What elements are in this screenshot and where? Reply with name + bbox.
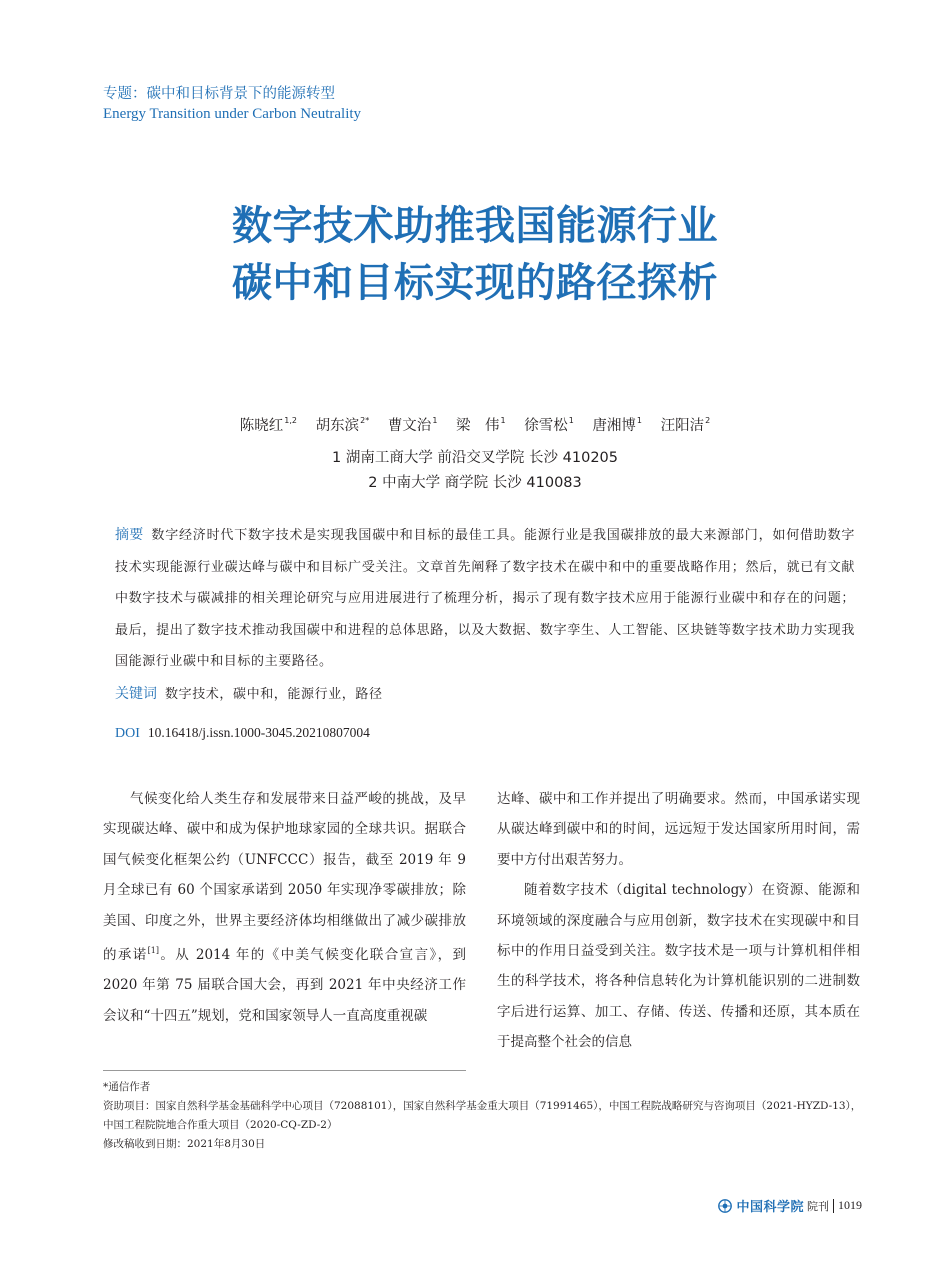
author: 汪阳洁$^2$	[660, 416, 711, 434]
topic-zh: 专题：碳中和目标背景下的能源转型	[103, 86, 335, 102]
keywords-label: 关键词	[115, 686, 157, 702]
footnote-divider	[103, 1070, 466, 1071]
abstract-text: 数字经济时代下数字技术是实现我国碳中和目标的最佳工具。能源行业是我国碳排放的最大来源部门，如何借助数字技术实现能源行业碳达峰与碳中和目标广受关注。文章首先阐释了数字技术在碳中和中的重要战略作用；然后，就已有文献中数字技术与碳减排的相关理论研究与应用进展进行了梳理分析，揭示了现有数字技术应用于能源行业碳中和存在的问题；最后，提出了数字技术推动我国碳中和进程的总体思路，以及大数据、数字孪生、人工智能、区块链等数字技术助力实现我国能源行业碳中和目标的主要路径。	[115, 528, 855, 669]
author-list	[0, 414, 950, 435]
abstract-label: 摘要	[115, 527, 144, 543]
page-footer	[718, 1196, 862, 1215]
citation-ref[interactable]: [1]	[147, 946, 160, 956]
author: 曹文治$^1$	[387, 416, 438, 434]
journal-label: 院刊	[807, 1199, 829, 1213]
author: 梁 伟$^1$	[456, 416, 506, 434]
author: 徐雪松$^1$	[524, 416, 574, 434]
author: 胡东滨$^{2*}$	[315, 416, 370, 434]
title-line-2: 碳中和目标实现的路径探析	[232, 260, 718, 306]
footnote-funding: 资助项目：国家自然科学基金基础科学中心项目（72088101），国家自然科学基金重大项目（71991465），中国工程院战略研究与咨询项目（2021-HYZD-13），中国工程院院地合作重大项目（2020-CQ-ZD-2）	[103, 1100, 862, 1131]
title-line-1: 数字技术助推我国能源行业	[232, 203, 718, 249]
keywords	[115, 684, 383, 705]
body-column-left	[103, 784, 466, 1031]
page-separator	[833, 1199, 834, 1213]
topic-en: Energy Transition under Carbon Neutrality	[103, 106, 362, 122]
author: 唐湘博$^1$	[592, 416, 643, 434]
keywords-text: 数字技术，碳中和，能源行业，路径	[165, 687, 383, 702]
doi-label: DOI	[115, 726, 140, 741]
footnote-received: 修改稿收到日期：2021年8月30日	[103, 1138, 266, 1150]
body-column-right	[497, 784, 860, 1058]
publisher-name: 中国科学院	[736, 1200, 804, 1215]
cas-emblem-icon	[718, 1199, 732, 1213]
paragraph: 气候变化给人类生存和发展带来日益严峻的挑战，及早实现碳达峰、碳中和成为保护地球家园的全球共识。据联合国气候变化框架公约（UNFCCC）报告，截至 2019 年 9 月全球已有 60 个国家承诺到 2050 年实现净零碳排放；除美国、印度之外，世界主要经济体均相继做出了减少碳排放的承诺[1]。从 2014 年的《中美气候变化联合宣言》，到 2020 年第 75 届联合国大会，再到 2021 年中央经济工作会议和“十四五”规划，党和国家领导人一直高度重视碳	[103, 791, 466, 1024]
doi	[115, 723, 370, 744]
author: 陈晓红$^{1,2}$	[239, 416, 297, 434]
topic-header	[103, 84, 361, 124]
abstract	[115, 520, 855, 678]
footnotes	[103, 1078, 863, 1154]
article-title	[0, 198, 950, 312]
doi-link[interactable]: 10.16418/j.issn.1000-3045.20210807004	[147, 725, 370, 740]
affiliation-2: 2 中南大学 商学院 长沙 410083	[368, 475, 582, 491]
footnote-corresponding: *通信作者	[103, 1081, 151, 1093]
affiliation-1: 1 湖南工商大学 前沿交叉学院 长沙 410205	[331, 450, 618, 466]
paragraph: 达峰、碳中和工作并提出了明确要求。然而，中国承诺实现从碳达峰到碳中和的时间，远远短于发达国家所用时间，需要中方付出艰苦努力。	[497, 791, 860, 868]
page-number: 1019	[838, 1198, 862, 1212]
paragraph: 随着数字技术（digital technology）在资源、能源和环境领域的深度融合与应用创新，数字技术在实现碳中和目标中的作用日益受到关注。数字技术是一项与计算机相伴相生的科学技术，将各种信息转化为计算机能识别的二进制数字后进行运算、加工、存储、传送、传播和还原，其本质在于提高整个社会的信息	[497, 882, 860, 1051]
